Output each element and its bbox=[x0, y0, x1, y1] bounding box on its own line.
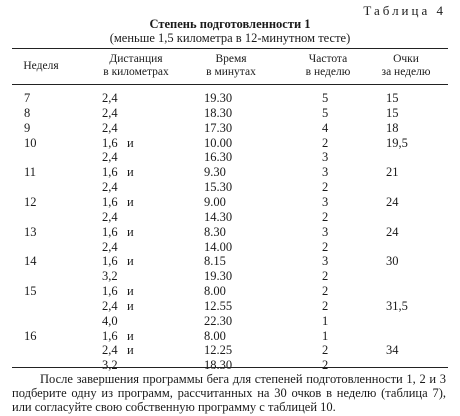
table-label: Таблица 4 bbox=[363, 3, 446, 18]
table-row bbox=[0, 314, 460, 328]
cell-time: 18.30 bbox=[204, 358, 233, 373]
cell-distance: 1,6 и bbox=[102, 135, 134, 150]
header-time: Время в минутах bbox=[206, 53, 256, 78]
cell-time: 19.30 bbox=[204, 91, 233, 105]
cell-week: 8 bbox=[24, 105, 31, 120]
cell-frequency: 1 bbox=[322, 328, 329, 343]
cell-week: 11 bbox=[24, 165, 37, 180]
cell-frequency: 3 bbox=[322, 194, 329, 209]
table-row bbox=[0, 165, 460, 179]
cell-week: 7 bbox=[24, 91, 31, 105]
cell-frequency: 3 bbox=[322, 165, 329, 180]
table-row bbox=[0, 299, 460, 313]
cell-frequency: 2 bbox=[322, 284, 329, 299]
cell-frequency: 2 bbox=[322, 135, 329, 150]
cell-time: 12.55 bbox=[204, 298, 233, 313]
table-row bbox=[0, 329, 460, 343]
cell-points: 15 bbox=[386, 105, 399, 120]
table-row bbox=[0, 136, 460, 150]
header-points: Очки за неделю bbox=[381, 53, 431, 78]
cell-time: 16.30 bbox=[204, 150, 233, 165]
cell-time: 14.00 bbox=[204, 239, 233, 254]
cell-frequency: 2 bbox=[322, 343, 329, 358]
cell-distance: 2,4 bbox=[102, 91, 118, 105]
cell-distance: 1,6 и bbox=[102, 254, 134, 269]
cell-time: 8.30 bbox=[204, 224, 226, 239]
cell-week: 16 bbox=[24, 328, 37, 343]
bottom-rule bbox=[12, 367, 448, 368]
cell-points: 30 bbox=[386, 254, 399, 269]
cell-frequency: 2 bbox=[322, 358, 329, 373]
cell-distance: 2,4 bbox=[102, 150, 118, 165]
cell-frequency: 2 bbox=[322, 209, 329, 224]
footnote: После завершения программы бега для степеней подготовленности 1, 2 и 3 подберите одну из программ, рассчитанных на 30 очков в неделю (таблица 7), или согласуйте свою собственную программу с таблицей 10. bbox=[12, 372, 446, 414]
table-title: Степень подготовленности 1 bbox=[149, 17, 311, 31]
cell-distance: 2,4 и bbox=[102, 343, 134, 358]
cell-time: 19.30 bbox=[204, 269, 233, 284]
header-rule bbox=[12, 84, 448, 85]
cell-frequency: 3 bbox=[322, 254, 329, 269]
cell-distance: 2,4 bbox=[102, 180, 118, 195]
cell-frequency: 3 bbox=[322, 150, 329, 165]
cell-time: 9.00 bbox=[204, 194, 226, 209]
cell-frequency: 2 bbox=[322, 180, 329, 195]
cell-frequency: 2 bbox=[322, 298, 329, 313]
cell-time: 14.30 bbox=[204, 209, 233, 224]
table-row bbox=[0, 225, 460, 239]
cell-points: 19,5 bbox=[386, 135, 408, 150]
cell-points: 24 bbox=[386, 194, 399, 209]
header-distance: Дистанция в километрах bbox=[103, 53, 169, 78]
cell-frequency: 2 bbox=[322, 269, 329, 284]
cell-distance: 1,6 и bbox=[102, 165, 134, 180]
cell-time: 12.25 bbox=[204, 343, 233, 358]
cell-distance: 1,6 и bbox=[102, 328, 134, 343]
cell-frequency: 5 bbox=[322, 105, 329, 120]
cell-points: 24 bbox=[386, 224, 399, 239]
table-row bbox=[0, 106, 460, 120]
cell-week: 14 bbox=[24, 254, 37, 269]
table-row bbox=[0, 195, 460, 209]
header-week: Неделя bbox=[23, 60, 59, 72]
table-row bbox=[0, 121, 460, 135]
cell-time: 8.15 bbox=[204, 254, 226, 269]
cell-frequency: 1 bbox=[322, 313, 329, 328]
cell-distance: 1,6 и bbox=[102, 224, 134, 239]
cell-distance: 1,6 и bbox=[102, 284, 134, 299]
cell-frequency: 5 bbox=[322, 91, 329, 105]
cell-time: 15.30 bbox=[204, 180, 233, 195]
cell-week: 13 bbox=[24, 224, 37, 239]
table-row bbox=[0, 240, 460, 254]
table-row bbox=[0, 358, 460, 372]
cell-frequency: 3 bbox=[322, 224, 329, 239]
table-row bbox=[0, 254, 460, 268]
cell-frequency: 4 bbox=[322, 120, 329, 135]
cell-points: 34 bbox=[386, 343, 399, 358]
table-row bbox=[0, 210, 460, 224]
cell-points: 21 bbox=[386, 165, 399, 180]
cell-distance: 4,0 bbox=[102, 313, 118, 328]
table-row bbox=[0, 269, 460, 283]
cell-points: 31,5 bbox=[386, 298, 408, 313]
cell-distance: 2,4 bbox=[102, 105, 118, 120]
cell-week: 12 bbox=[24, 194, 37, 209]
cell-time: 10.00 bbox=[204, 135, 233, 150]
cell-points: 15 bbox=[386, 91, 399, 105]
cell-time: 17.30 bbox=[204, 120, 233, 135]
table-row bbox=[0, 150, 460, 164]
table-row bbox=[0, 284, 460, 298]
cell-distance: 3,2 bbox=[102, 269, 118, 284]
cell-week: 15 bbox=[24, 284, 37, 299]
cell-time: 8.00 bbox=[204, 284, 226, 299]
table-row bbox=[0, 91, 460, 105]
cell-distance: 2,4 bbox=[102, 120, 118, 135]
table-row bbox=[0, 180, 460, 194]
cell-time: 22.30 bbox=[204, 313, 233, 328]
cell-distance: 1,6 и bbox=[102, 194, 134, 209]
cell-distance: 2,4 bbox=[102, 239, 118, 254]
cell-distance: 3,2 bbox=[102, 358, 118, 373]
header-frequency: Частота в неделю bbox=[305, 53, 351, 78]
cell-distance: 2,4 и bbox=[102, 298, 134, 313]
cell-frequency: 2 bbox=[322, 239, 329, 254]
cell-distance: 2,4 bbox=[102, 209, 118, 224]
cell-time: 18.30 bbox=[204, 105, 233, 120]
table-row bbox=[0, 343, 460, 357]
cell-week: 10 bbox=[24, 135, 37, 150]
cell-time: 9.30 bbox=[204, 165, 226, 180]
cell-points: 18 bbox=[386, 120, 399, 135]
cell-week: 9 bbox=[24, 120, 31, 135]
cell-time: 8.00 bbox=[204, 328, 226, 343]
table-subtitle: (меньше 1,5 километра в 12-минутном тесте) bbox=[109, 31, 351, 45]
top-rule bbox=[12, 48, 448, 49]
